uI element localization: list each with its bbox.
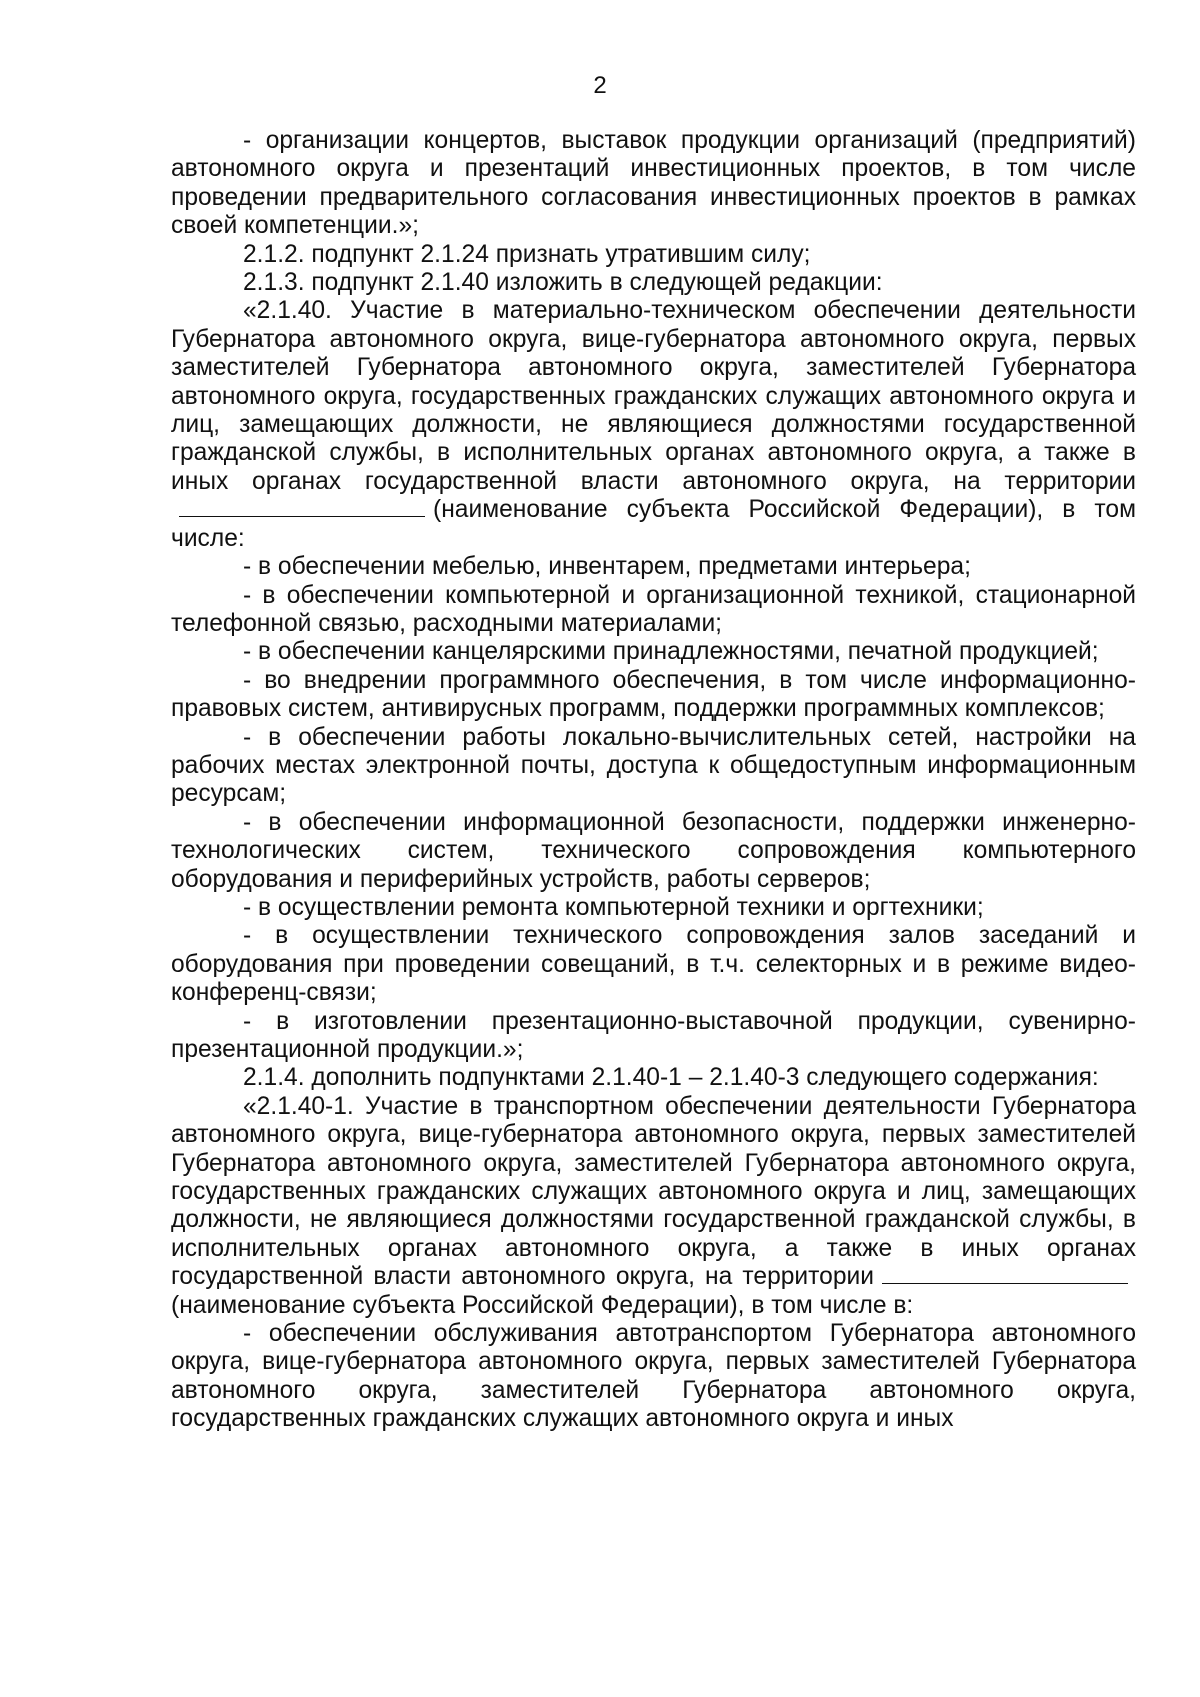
paragraph: - в обеспечении канцелярскими принадлежностями, печатной продукцией; (243, 638, 1099, 666)
paragraph: - в осуществлении ремонта компьютерной техники и оргтехники; (243, 893, 984, 921)
paragraph: - в обеспечении мебелью, инвентарем, предметами интерьера; (243, 553, 971, 581)
paragraph: - в изготовлении презентационно-выставочной продукции, сувенирно-презентационной продукции.»; (171, 1007, 1136, 1063)
fill-in-blank (179, 496, 425, 517)
paragraph: - в осуществлении технического сопровождения залов заседаний и оборудования при проведении совещаний, в т.ч. селекторных и в режиме видео-конференц-связи; (171, 922, 1136, 1007)
paragraph-with-blank (171, 1093, 1136, 1320)
paragraph: - обеспечении обслуживания автотранспортом Губернатора автономного округа, вице-губернатора автономного округа, первых заместителей Губернатора автономного округа, заместителей Губернатора автономного округа, государственных гражданских служащих автономного округа и иных (171, 1320, 1136, 1433)
paragraph-text-after-blank: (наименование субъекта Российской Федерации), в том числе в: (171, 1291, 914, 1319)
paragraph: - во внедрении программного обеспечения, в том числе информационно-правовых систем, антивирусных программ, поддержки программных комплексов; (171, 666, 1136, 723)
paragraph: 2.1.4. дополнить подпунктами 2.1.40-1 – 2.1.40-3 следующего содержания: (243, 1064, 1099, 1092)
paragraph: - организации концертов, выставок продукции организаций (предприятий) автономного округа и презентаций инвестиционных проектов, в том числе проведении предварительного согласования инвестиционных проектов в рамках своей компетенции.»; (171, 127, 1136, 240)
paragraph-text-after-blank: (наименование субъекта Российской Федерации), в том числе: (171, 496, 1136, 552)
paragraph: - в обеспечении компьютерной и организационной техникой, стационарной телефонной связью, расходными материалами; (171, 581, 1136, 637)
page-number: 2 (593, 72, 607, 99)
paragraph-with-blank (171, 297, 1136, 553)
paragraph: 2.1.2. подпункт 2.1.24 признать утратившим силу; (243, 240, 811, 268)
fill-in-blank (882, 1263, 1128, 1284)
document-body (171, 127, 1136, 1434)
paragraph: 2.1.3. подпункт 2.1.40 изложить в следующей редакции: (243, 269, 883, 297)
paragraph-text: «2.1.40-1. Участие в транспортном обеспечении деятельности Губернатора автономного округа, вице-губернатора автономного округа, первых заместителей Губернатора автономного округа, заместителей Губернатора автономного округа, государственных гражданских служащих автономного округа и лиц, замещающих должности, не являющиеся должностями государственной гражданской службы, в исполнительных органах автономного округа, а также в иных органах государственной власти автономного округа, на территории (171, 1092, 1136, 1291)
paragraph: - в обеспечении информационной безопасности, поддержки инженерно-технологических систем, технического сопровождения компьютерного оборудования и периферийных устройств, работы серверов; (171, 808, 1136, 893)
paragraph-text: «2.1.40. Участие в материально-техническом обеспечении деятельности Губернатора автономного округа, вице-губернатора автономного округа, первых заместителей Губернатора автономного округа, заместителей Губернатора автономного округа, государственных гражданских служащих автономного округа и лиц, замещающих должности, не являющиеся должностями государственной гражданской службы, в исполнительных органах автономного округа, а также в иных органах государственной власти автономного округа, на территории (171, 297, 1136, 495)
paragraph: - в обеспечении работы локально-вычислительных сетей, настройки на рабочих местах электронной почты, доступа к общедоступным информационным ресурсам; (171, 723, 1136, 808)
